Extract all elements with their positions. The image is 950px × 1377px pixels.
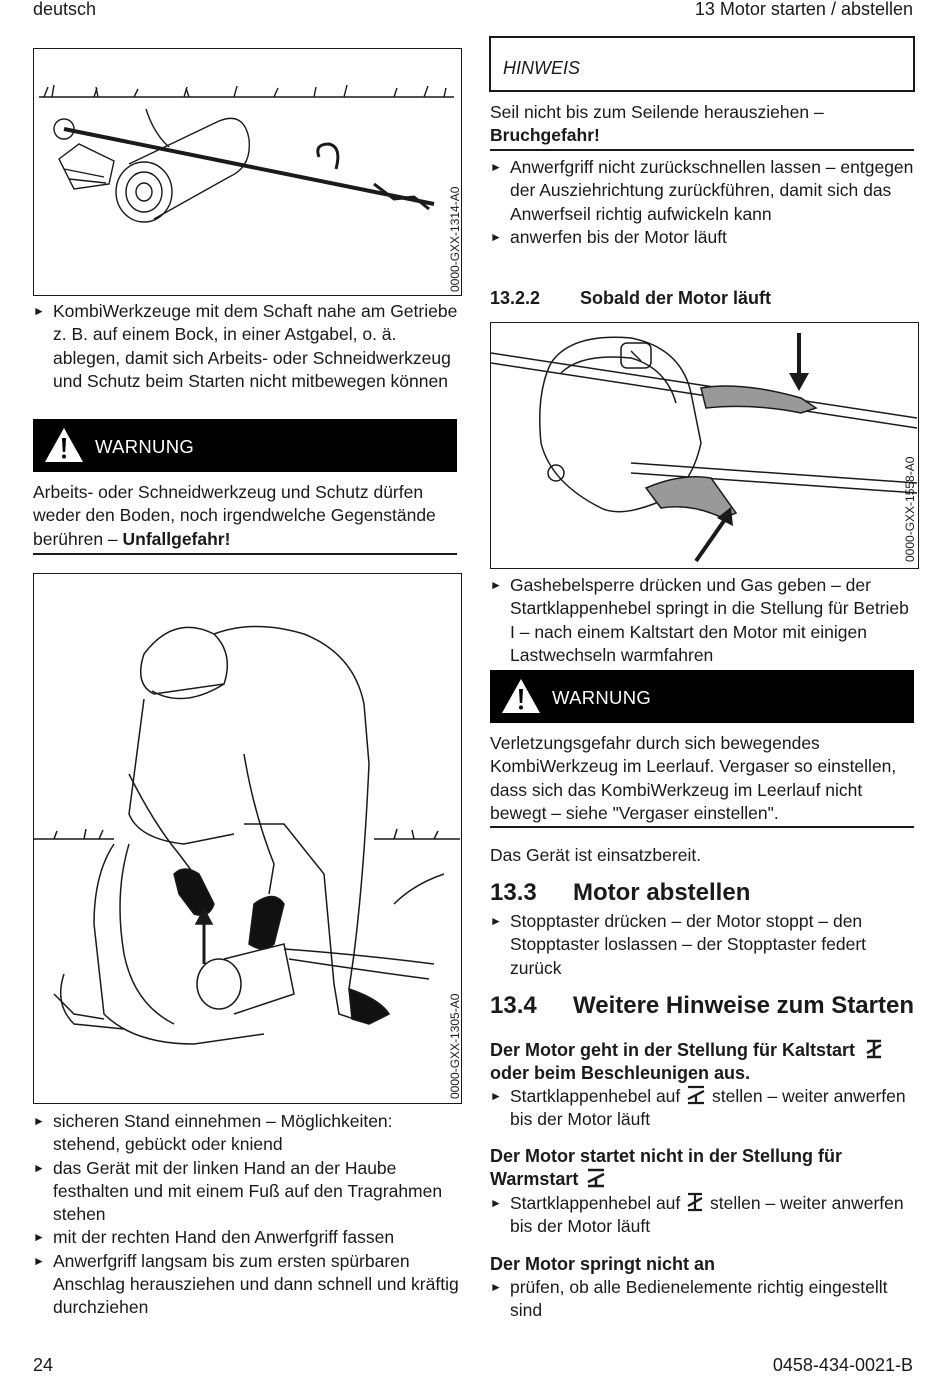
figure-throttle-lockout (490, 322, 919, 569)
figure-id: 0000-GXX-1305-A0 (448, 993, 462, 1099)
list-item: ► Gashebelsperre drücken und Gas geben – der Startklappenhebel springt in die Stellung für Betrieb I – nach einem Kaltstart den Motor mit einigen Lastwechseln warmfahren (490, 575, 909, 665)
document-number: 0458-434-0021-B (772, 1355, 913, 1375)
warning-banner: WARNUNG (33, 419, 457, 472)
divider (490, 149, 914, 151)
figure-shaft-on-log (33, 48, 462, 296)
divider (490, 826, 914, 828)
case-heading: Der Motor startet nicht in der Stellung für Warmstart (490, 1146, 843, 1190)
header-language: deutsch (33, 0, 97, 19)
list-item: ► prüfen, ob alle Bedienelemente richtig eingestellt sind (490, 1277, 888, 1321)
notice-box (489, 36, 915, 92)
notice-bullet-list (490, 156, 914, 249)
list-item: ► Stopptaster drücken – der Motor stoppt – den Stopptaster loslassen – der Stopptaster federt zurück (490, 911, 867, 978)
list-item: ► Startklappenhebel auf stellen – weiter anwerfen bis der Motor läuft (490, 1193, 904, 1237)
list-item: ► KombiWerkzeuge mit dem Schaft nahe am Getriebe z. B. auf einem Bock, in einer Astgabel, o. ä. ablegen, damit sich Arbeits- oder Schneidwerkzeug und Schutz beim Starten nicht mitbewegen können (33, 301, 458, 391)
divider (33, 553, 457, 555)
list-item: ► Anwerfgriff nicht zurückschnellen lassen – entgegen der Ausziehrichtung zurückführen, damit sich das Anwerfseil richtig aufwickeln kann (490, 157, 914, 224)
warning-banner: WARNUNG (490, 670, 914, 723)
list-item: ► anwerfen bis der Motor läuft (490, 226, 727, 247)
header-section: 13 Motor starten / abstellen (694, 0, 913, 19)
list-item: ► sicheren Stand einnehmen – Möglichkeiten: stehend, gebückt oder kniend (33, 1111, 393, 1155)
notice-label: HINWEIS (503, 58, 581, 78)
section-heading-13-3: 13.3 Motor abstellen (490, 879, 751, 906)
case-heading: Der Motor springt nicht an (490, 1254, 715, 1274)
choke-cold-start-icon (864, 1039, 884, 1059)
list-item: ► Startklappenhebel auf stellen – weiter anwerfen bis der Motor läuft (490, 1086, 906, 1130)
illustration-person-starting (34, 574, 460, 1102)
choke-warm-start-icon (685, 1085, 707, 1105)
illustration-control-handle (491, 323, 917, 567)
page-number: 24 (33, 1355, 54, 1375)
list-item: ► mit der rechten Hand den Anwerfgriff fassen (33, 1227, 395, 1248)
figure-id: 0000-GXX-1558-A0 (903, 456, 917, 562)
list-item: ► Anwerfgriff langsam bis zum ersten spürbaren Anschlag herausziehen und dann schnell und kräftig durchziehen (33, 1250, 459, 1318)
warning-triangle-icon (501, 677, 541, 715)
ready-text: Das Gerät ist einsatzbereit. (490, 845, 702, 865)
choke-warm-start-icon (585, 1168, 607, 1188)
notice-text: Seil nicht bis zum Seilende herausziehen – Bruchgefahr! (490, 102, 824, 146)
warning-triangle-icon (44, 426, 84, 464)
left-bullet-list (33, 1110, 459, 1320)
figure-id: 0000-GXX-1314-A0 (448, 186, 462, 292)
list-item: ► das Gerät mit der linken Hand an der Haube festhalten und mit einem Fuß auf den Tragrahmen stehen (33, 1157, 443, 1225)
section-heading-13-4: 13.4 Weitere Hinweise zum Starten (490, 992, 914, 1019)
case-heading: Der Motor geht in der Stellung für Kaltstart oder beim Beschleunigen aus. (490, 1039, 914, 1086)
warning-text: Arbeits- oder Schneidwerkzeug und Schutz dürfen weder den Boden, noch irgendwelche Gegenstände berühren – Unfallgefahr! (33, 482, 436, 549)
warning-text: Verletzungsgefahr durch sich bewegendes KombiWerkzeug im Leerlauf. Vergaser so einstellen, dass sich das KombiWerkzeug im Leerlauf nicht bewegt – siehe "Vergaser einstellen". (490, 733, 897, 823)
subsection-heading: 13.2.2 Sobald der Motor läuft (490, 288, 771, 308)
illustration-log-tool (34, 49, 460, 294)
figure-starting-stance (33, 573, 462, 1104)
choke-cold-start-icon (685, 1192, 705, 1212)
